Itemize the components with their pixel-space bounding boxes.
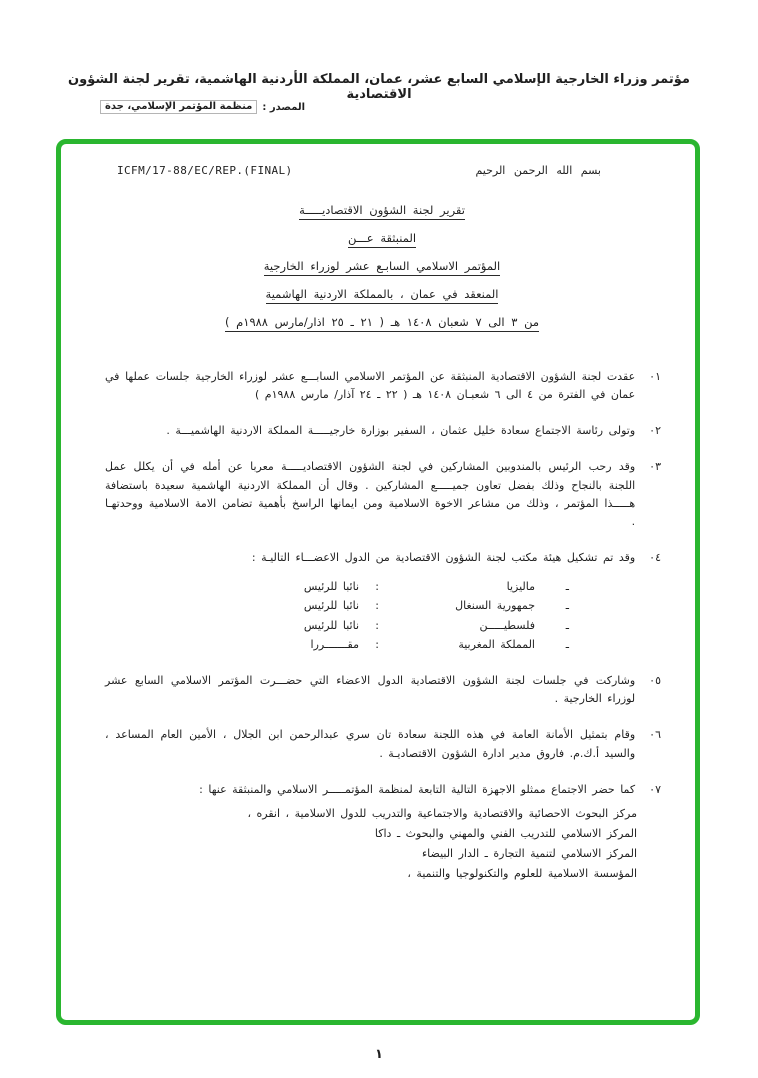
title-line-text: المؤتمر الاسلامي السابـع عشر لوزراء الخارجية xyxy=(264,259,500,276)
bureau-country: ماليزيا xyxy=(506,580,535,594)
title-line-text: المنعقد في عمان ، بالمملكة الاردنية الهاشمية xyxy=(266,287,499,304)
title-line xyxy=(99,227,665,248)
paragraph-3 xyxy=(105,458,661,531)
paragraph-number: ٠٧ xyxy=(649,782,661,796)
document-body xyxy=(99,368,665,883)
title-line xyxy=(99,255,665,276)
organ-item: المؤسسة الاسلامية للعلوم والتكنولوجيا والتنمية ، xyxy=(407,867,637,881)
bureau-country: جمهورية السنغال xyxy=(455,599,535,613)
bureau-role: مقـــــــررا xyxy=(310,637,359,651)
paragraph-text: وتولى رئاسة الاجتماع سعادة خليل عثمان ، السفير بوزارة خارجيـــــة المملكة الاردنية الهاشميـــة . xyxy=(166,424,636,438)
title-line-text: من ٣ الى ٧ شعبان ١٤٠٨ هـ ( ٢١ ـ ٢٥ اذار/مارس ١٩٨٨م ) xyxy=(225,315,539,332)
bureau-colon: : xyxy=(375,637,379,651)
paragraph-text: وقد تم تشكيل هيئة مكتب لجنة الشؤون الاقتصادية من الدول الاعضـــاء التاليـة : xyxy=(251,550,636,564)
bismillah-line: بسم الله الرحمن الرحيم xyxy=(475,164,601,177)
paragraph-text: عقدت لجنة الشؤون الاقتصادية المنبثقة عن المؤتمر الاسلامي السابـــع عشر لوزراء الخارجية جلسات عملها في عمان في الفترة من ٤ الى ٦ شعبـان ١٤٠٨ هـ ( ٢٢ ـ ٢٤ آذار/ مارس ١٩٨٨م ) xyxy=(105,370,636,402)
paragraph-2 xyxy=(105,422,661,440)
bureau-item xyxy=(105,596,569,615)
bureau-country: فلسطيـــــن xyxy=(479,618,535,632)
page-number: ١ xyxy=(375,1047,383,1062)
organ-item: المركز الاسلامي للتدريب الفني والمهني والبحوث ـ داكا xyxy=(374,826,637,840)
paragraph-number: ٠٤ xyxy=(649,550,661,564)
paragraph-text: وقد رحب الرئيس بالمندوبين المشاركين في لجنة الشؤون الاقتصاديـــــة معربا عن أمله في أن يكلل عمل اللجنة بالنجاح وذلك بفضل تعاون جميـــــع المشاركين . وقال أن المملكة الاردنية الهاشمية سعيدة باستضافة هـــــذا المؤتمر ، وذلك من مشاعر الاخوة الاسلامية ومن ايمانها الراسخ بأهمية تضامن الامة الاسلامية ووحدتهـا . xyxy=(105,460,636,528)
list-dash: ـ xyxy=(565,618,569,632)
bureau-officers-list xyxy=(105,577,569,654)
organ-item: مركز البحوث الاحصائية والاقتصادية والاجتماعية والتدريب للدول الاسلامية ، انقره ، xyxy=(247,806,637,820)
paragraph-text: وشاركت في جلسات لجنة الشؤون الاقتصادية الدول الاعضاء التي حضـــرت المؤتمر الاسلامي السابع عشر لوزراء الخارجية . xyxy=(105,674,636,706)
bureau-country: المملكة المغربية xyxy=(458,637,535,651)
paragraph-4 xyxy=(105,549,661,567)
paragraph-number: ٠٢ xyxy=(649,424,661,438)
subsidiary-organs-list xyxy=(105,805,637,884)
paragraph-1 xyxy=(105,368,661,404)
paragraph-number: ٠٦ xyxy=(649,728,661,742)
bureau-item xyxy=(105,577,569,596)
list-dash: ـ xyxy=(565,637,569,651)
title-line-text: تقرير لجنة الشؤون الاقتصاديـــــة xyxy=(299,203,465,220)
organ-item: المركز الاسلامي لتنمية التجارة ـ الدار البيضاء xyxy=(422,847,637,861)
paragraph-5 xyxy=(105,672,661,708)
source-label: المصدر : xyxy=(262,101,306,113)
header-source xyxy=(100,100,305,114)
bureau-role: نائبا للرئيس xyxy=(303,599,359,613)
bureau-item xyxy=(105,635,569,654)
paragraph-text: وقام بتمثيل الأمانة العامة في هذه اللجنة سعادة تان سري عبدالرحمن ابن الجلال ، الأمين العام المساعد ، والسيد أ.ك.م. فاروق مدير ادارة الشؤون الاقتصاديـة . xyxy=(105,728,636,760)
bureau-colon: : xyxy=(375,618,379,632)
document-top-row xyxy=(99,164,665,177)
bureau-role: نائبا للرئيس xyxy=(303,618,359,632)
bureau-colon: : xyxy=(375,599,379,613)
paragraph-text: كما حضر الاجتماع ممثلو الاجهزة التالية التابعة لمنظمة المؤتمـــــر الاسلامي والمنبثقة عنها : xyxy=(199,782,636,796)
source-value: منظمة المؤتمر الإسلامي، جدة xyxy=(100,100,257,114)
paragraph-number: ٠١ xyxy=(649,370,661,383)
bureau-item xyxy=(105,616,569,635)
title-line xyxy=(99,199,665,220)
paragraph-7 xyxy=(105,781,661,799)
paragraph-number: ٠٣ xyxy=(649,460,661,474)
scan-frame xyxy=(56,139,700,1025)
title-line xyxy=(99,283,665,304)
paragraph-number: ٠٥ xyxy=(649,674,661,688)
bureau-role: نائبا للرئيس xyxy=(303,580,359,594)
document-header xyxy=(0,72,758,102)
list-dash: ـ xyxy=(565,580,569,594)
bureau-colon: : xyxy=(375,580,379,594)
title-line xyxy=(99,311,665,332)
document-reference-code: ICFM/17-88/EC/REP.(FINAL) xyxy=(117,164,293,177)
document-title-block xyxy=(99,199,665,332)
title-line-text: المنبثقة عـــن xyxy=(348,231,416,248)
header-title: مؤتمر وزراء الخارجية الإسلامي السابع عشر، عمان، المملكة الأردنية الهاشمية، تقرير لجنة الشؤون الاقتصادية xyxy=(68,72,690,102)
paragraph-6 xyxy=(105,726,661,762)
list-dash: ـ xyxy=(565,599,569,613)
